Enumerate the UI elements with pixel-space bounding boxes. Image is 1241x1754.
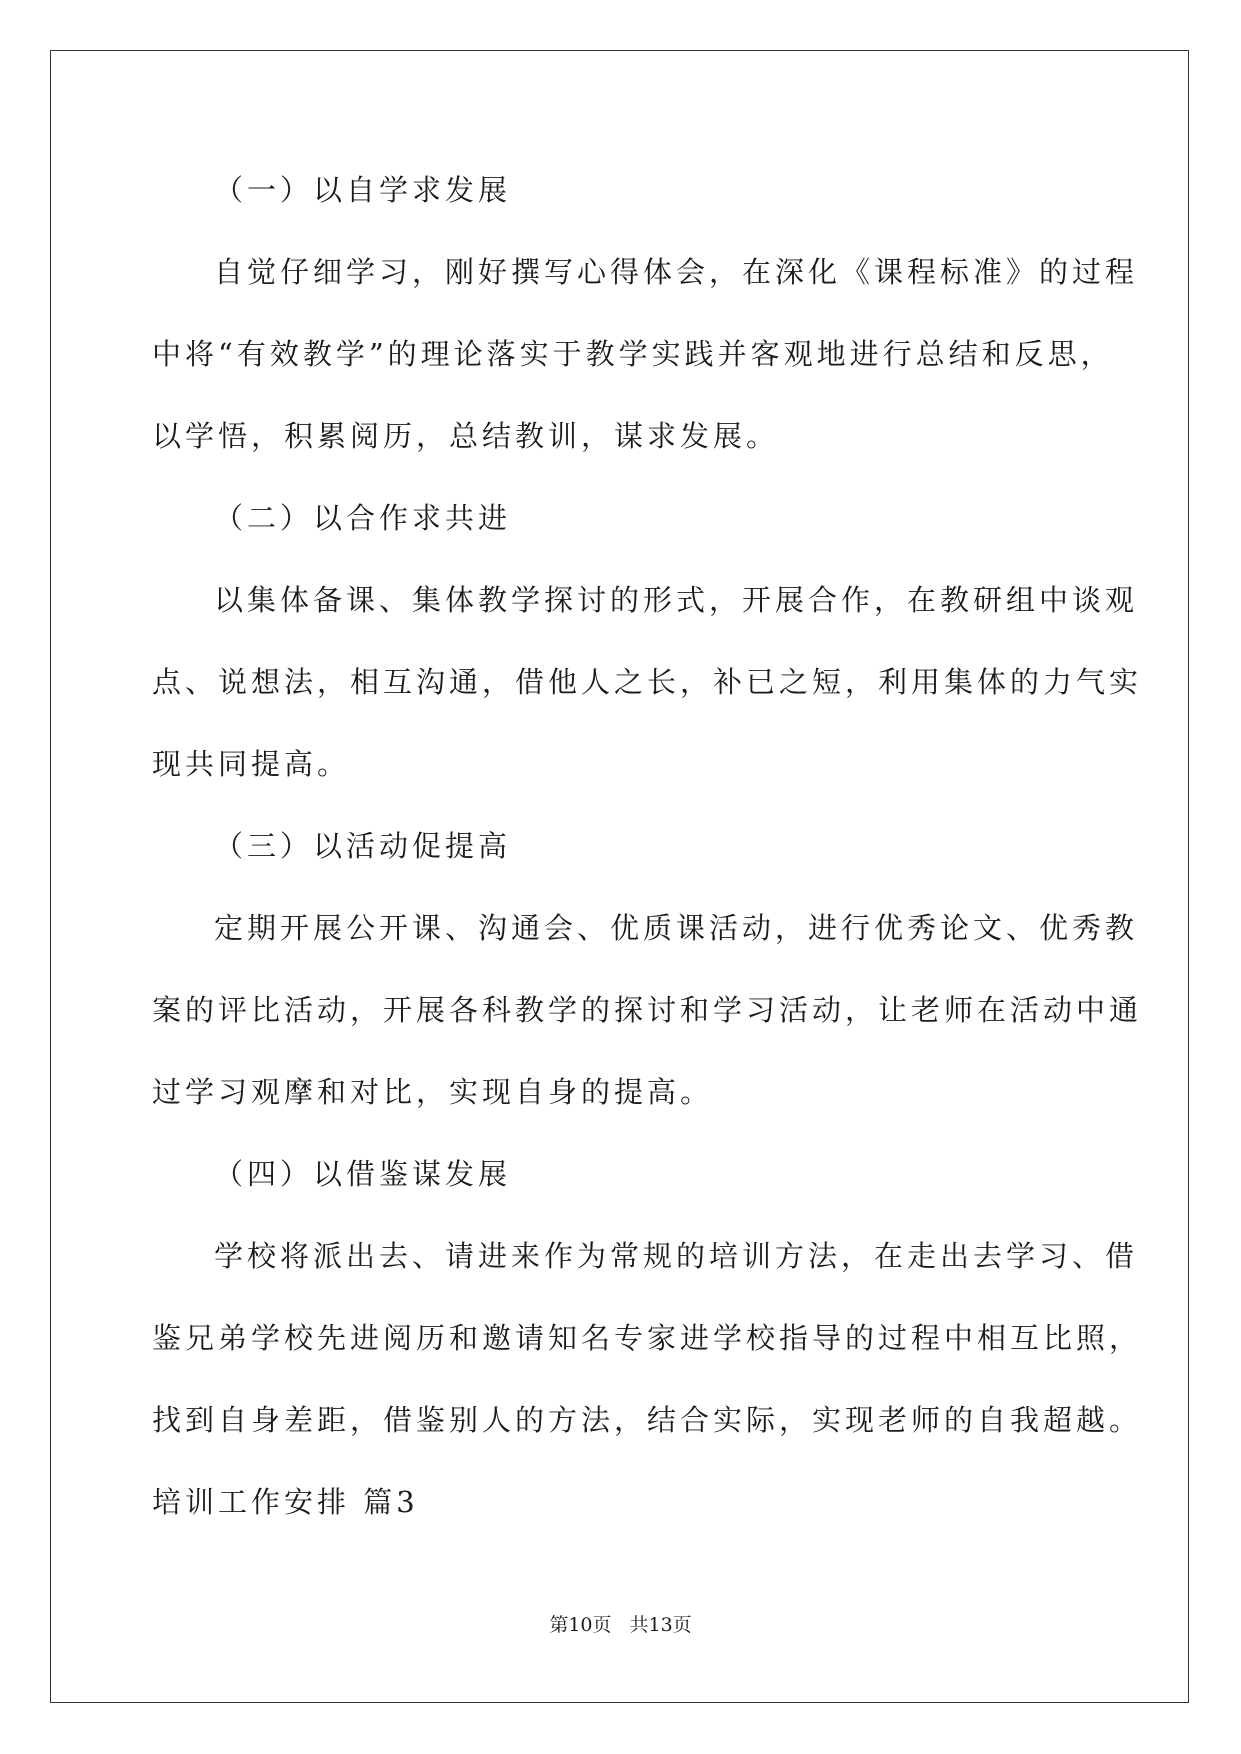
page-number-total: 共13页 [629,1614,692,1636]
paragraph-line: 找到自身差距，借鉴别人的方法，结合实际，实现老师的自我超越。 [152,1403,1143,1437]
paragraph-line: 以集体备课、集体教学探讨的形式，开展合作，在教研组中谈观 [214,583,1139,617]
paragraph-line: 自觉仔细学习，刚好撰写心得体会，在深化《课程标准》的过程 [214,255,1139,289]
section-title: 培训工作安排 篇3 [152,1485,419,1519]
page-number-current: 第10页 [549,1614,612,1636]
paragraph-line: 以学悟，积累阅历，总结教训，谋求发展。 [152,419,780,453]
paragraph-line: 案的评比活动，开展各科教学的探讨和学习活动，让老师在活动中通 [152,993,1143,1027]
section-heading-2: （二）以合作求共进 [214,501,512,535]
paragraph-line: 过学习观摩和对比，实现自身的提高。 [152,1075,714,1109]
paragraph-line: 中将“有效教学”的理论落实于教学实践并客观地进行总结和反思， [152,337,1114,371]
paragraph-line: 现共同提高。 [152,747,351,781]
section-heading-4: （四）以借鉴谋发展 [214,1157,512,1191]
paragraph-line: 学校将派出去、请进来作为常规的培训方法，在走出去学习、借 [214,1239,1139,1273]
section-heading-1: （一）以自学求发展 [214,173,512,207]
page-footer [0,1613,1241,1637]
paragraph-line: 点、说想法，相互沟通，借他人之长，补已之短，利用集体的力气实 [152,665,1143,699]
paragraph-line: 鉴兄弟学校先进阅历和邀请知名专家进学校指导的过程中相互比照， [152,1321,1143,1355]
paragraph-line: 定期开展公开课、沟通会、优质课活动，进行优秀论文、优秀教 [214,911,1139,945]
page-border [50,50,1189,1703]
section-heading-3: （三）以活动促提高 [214,829,512,863]
